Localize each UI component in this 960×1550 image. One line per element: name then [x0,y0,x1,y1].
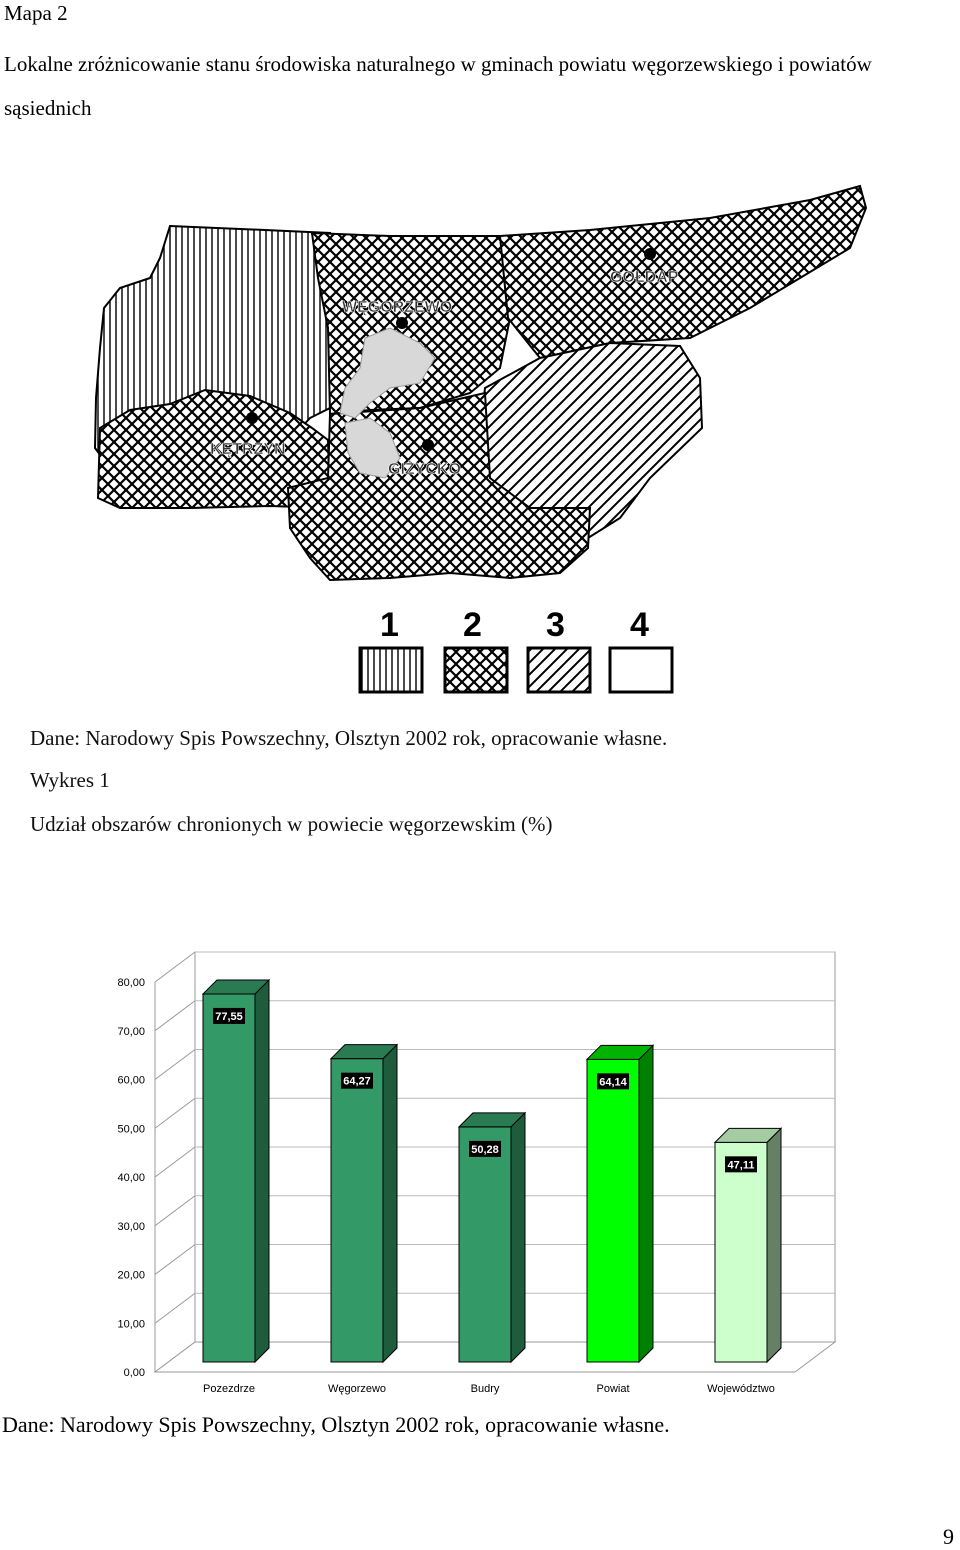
value-label: 77,55 [215,1010,243,1023]
value-label: 50,28 [471,1143,499,1156]
bar-powiat [587,1059,639,1362]
y-tick-label: 20,00 [117,1269,145,1282]
bar-side [255,980,269,1362]
category-label: Województwo [707,1383,775,1395]
chart-label: Wykres 1 [30,768,110,792]
bar-budry [459,1127,511,1362]
legend-swatch-crosshatch [445,648,507,692]
bar-side [767,1128,781,1362]
y-tick-label: 40,00 [117,1172,145,1184]
gridline-slant [155,1050,195,1080]
bar-węgorzewo [331,1059,383,1362]
bar-pozezdrze [203,994,255,1362]
gridline-slant [155,1147,195,1177]
map-region-crosshatch-goldap [500,186,866,358]
category-label: Węgorzewo [327,1383,387,1395]
gridline-slant [155,952,195,982]
bar-side [639,1045,653,1362]
category-label: Budry [470,1383,500,1395]
legend-number: 3 [546,606,565,644]
gridline-slant [155,1098,195,1128]
district-map [90,178,880,698]
map-title: Lokalne zróżnicowanie stanu środowiska naturalnego w gminach powiatu węgorzewskiego i powiatów sąsiednich [4,52,872,120]
map-region-crosshatch-wegorzewo [312,233,510,414]
map-label: Mapa 2 [4,1,68,25]
town-label: GIŻYCKO [388,461,461,478]
town-marker [396,317,408,329]
town-marker [246,412,258,424]
bar-województwo [715,1142,767,1362]
bar-chart [0,940,960,1410]
map-legend [360,606,672,692]
value-label: 64,27 [343,1075,371,1088]
legend-number: 4 [630,606,649,644]
y-tick-label: 80,00 [117,977,145,989]
value-label: 47,11 [727,1159,755,1172]
town-marker [422,439,434,451]
y-tick-label: 70,00 [117,1025,145,1038]
bar-side [383,1045,397,1362]
town-label: KĘTRZYN [210,441,286,458]
category-label: Pozezdrze [203,1383,255,1395]
town-marker [644,248,656,260]
value-label: 64,14 [599,1076,627,1089]
gridline-slant [155,1001,195,1031]
map-source-note: Dane: Narodowy Spis Powszechny, Olsztyn 2002 rok, opracowanie własne. [30,726,668,750]
gridline-slant [155,1245,195,1275]
legend-number: 1 [380,606,399,644]
chart-title: Udział obszarów chronionych w powiecie węgorzewskim (%) [30,812,553,836]
legend-swatch-diagonal [528,648,590,692]
town-label: WĘGORZEWO [342,299,453,316]
y-tick-label: 60,00 [117,1074,145,1087]
y-tick-label: 10,00 [117,1318,145,1331]
page-number: 9 [943,1524,954,1549]
gridline-slant [155,1293,195,1323]
y-tick-label: 30,00 [117,1220,145,1233]
legend-swatch-empty [610,648,672,692]
category-label: Powiat [596,1383,630,1395]
legend-swatch-vertical [360,648,422,692]
y-tick-label: 50,00 [117,1123,145,1136]
gridline-slant [155,1196,195,1226]
legend-number: 2 [463,606,482,644]
town-label: GOŁDAP [610,269,679,286]
bar-side [511,1113,525,1362]
chart-source-note: Dane: Narodowy Spis Powszechny, Olsztyn 2002 rok, opracowanie własne. [2,1412,670,1437]
y-tick-label: 0,00 [123,1367,145,1379]
